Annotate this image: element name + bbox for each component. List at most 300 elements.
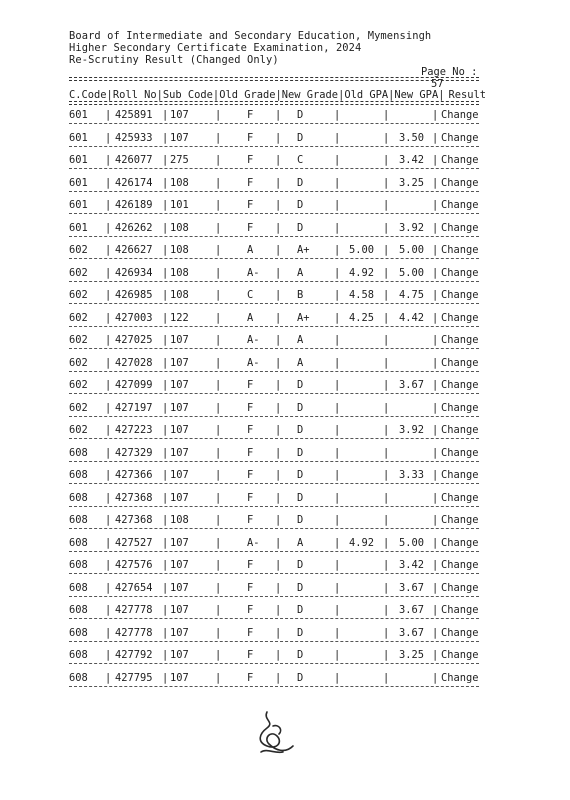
cell-sub-code: 108 [170,514,189,526]
column-separator: | [215,469,222,481]
column-separator: | [215,109,222,121]
cell-roll-no: 427576 [115,559,153,571]
column-separator: | [162,671,169,684]
column-separator: | [383,401,390,414]
column-separator: | [432,469,439,481]
cell-new-grade: D [297,491,304,504]
signature-icon [253,708,303,758]
page-number-value: 57 [431,78,444,90]
column-separator: | [212,89,220,101]
column-separator: | [162,604,169,616]
cell-result: Change [441,356,479,369]
cell-c-code: 608 [69,581,88,594]
cell-new-gpa: 3.67 [399,379,425,391]
cell-new-grade: D [297,221,304,234]
cell-new-gpa: 3.50 [399,131,425,144]
column-separator: | [334,266,341,279]
cell-c-code: 602 [69,289,88,301]
column-separator: | [383,356,390,369]
cell-c-code: 602 [69,266,88,279]
column-separator: | [162,109,169,121]
cell-new-gpa: 3.92 [399,424,425,436]
row-divider [69,416,479,417]
cell-sub-code: 107 [170,379,189,391]
cell-new-grade: D [297,581,304,594]
column-separator: | [275,581,282,594]
cell-roll-no: 427223 [115,424,153,436]
column-separator: | [334,176,341,189]
row-divider [69,596,479,597]
column-separator: | [334,559,341,571]
column-separator: | [334,311,341,324]
column-separator: | [383,154,390,166]
column-separator: | [383,334,390,346]
cell-c-code: 601 [69,131,88,144]
column-separator: | [105,469,112,481]
column-separator: | [383,131,390,144]
row-divider [69,146,479,147]
row-divider [69,573,479,574]
column-separator: | [275,266,282,279]
cell-roll-no: 427368 [115,514,153,526]
cell-c-code: 608 [69,469,88,481]
column-separator: | [215,244,222,256]
column-separator: | [105,221,112,234]
cell-c-code: 608 [69,559,88,571]
column-header-sub-code: Sub Code [162,89,213,101]
cell-roll-no: 427366 [115,469,153,481]
cell-new-grade: D [297,401,304,414]
column-separator: | [215,581,222,594]
cell-result: Change [441,221,479,234]
column-separator: | [105,491,112,504]
cell-result: Change [441,199,479,211]
cell-old-grade: F [247,109,254,121]
column-header-roll-no: Roll No [112,89,157,101]
column-separator: | [162,401,169,414]
column-separator: | [105,311,112,324]
cell-sub-code: 107 [170,469,189,481]
cell-old-grade: F [247,221,254,234]
column-separator: | [275,176,282,189]
column-separator: | [383,446,390,459]
cell-new-grade: A [297,266,304,279]
cell-new-gpa: 3.92 [399,221,425,234]
column-separator: | [215,671,222,684]
column-separator: | [156,89,163,101]
cell-result: Change [441,289,479,301]
cell-c-code: 602 [69,244,88,256]
cell-c-code: 608 [69,671,88,684]
cell-roll-no: 426262 [115,221,153,234]
column-separator: | [334,491,341,504]
column-separator: | [275,131,282,144]
cell-roll-no: 427025 [115,334,153,346]
column-separator: | [383,604,390,616]
column-separator: | [215,154,222,166]
cell-new-grade: D [297,671,304,684]
cell-old-grade: F [247,559,254,571]
cell-new-gpa: 4.75 [399,289,425,301]
column-separator: | [215,311,222,324]
column-separator: | [105,131,112,144]
row-divider [69,393,479,394]
row-divider [69,213,479,214]
cell-new-gpa: 3.33 [399,469,425,481]
column-separator: | [383,424,390,436]
column-separator: | [383,266,390,279]
cell-old-gpa: 4.92 [349,266,375,279]
row-divider [69,258,479,259]
column-separator: | [334,626,341,639]
column-header-old-grade: Old Grade [219,89,276,101]
column-separator: | [338,89,345,101]
cell-old-grade: F [247,626,254,639]
column-separator: | [162,514,169,526]
cell-old-grade: A- [247,266,260,279]
column-separator: | [215,221,222,234]
cell-c-code: 602 [69,356,88,369]
cell-sub-code: 107 [170,604,189,616]
cell-result: Change [441,154,479,166]
column-separator: | [383,491,390,504]
cell-new-grade: D [297,649,304,661]
cell-c-code: 608 [69,514,88,526]
header-bottom-rule [69,101,479,102]
column-separator: | [275,244,282,256]
cell-roll-no: 427368 [115,491,153,504]
row-divider [69,483,479,484]
column-separator: | [334,356,341,369]
column-separator: | [275,334,282,346]
cell-sub-code: 108 [170,221,189,234]
column-separator: | [275,514,282,526]
cell-sub-code: 107 [170,671,189,684]
cell-sub-code: 107 [170,109,189,121]
cell-sub-code: 101 [170,199,189,211]
column-separator: | [105,559,112,571]
column-separator: | [334,671,341,684]
column-separator: | [162,334,169,346]
row-divider [69,641,479,642]
row-divider [69,438,479,439]
row-divider [69,326,479,327]
cell-new-grade: D [297,424,304,436]
column-separator: | [383,536,390,549]
cell-roll-no: 427778 [115,626,153,639]
result-subtitle: Re-Scrutiny Result (Changed Only) [69,54,279,66]
column-separator: | [432,334,439,346]
cell-old-grade: F [247,424,254,436]
cell-result: Change [441,649,479,661]
column-separator: | [383,109,390,121]
column-separator: | [215,289,222,301]
column-separator: | [334,604,341,616]
cell-old-grade: F [247,199,254,211]
column-separator: | [432,266,439,279]
column-separator: | [162,379,169,391]
cell-roll-no: 426174 [115,176,153,189]
cell-new-gpa: 3.42 [399,154,425,166]
column-separator: | [105,401,112,414]
cell-c-code: 601 [69,109,88,121]
row-divider [69,663,479,664]
column-separator: | [105,199,112,211]
cell-new-grade: D [297,559,304,571]
cell-new-grade: D [297,109,304,121]
column-separator: | [105,424,112,436]
cell-roll-no: 426189 [115,199,153,211]
row-divider [69,461,479,462]
column-separator: | [334,514,341,526]
cell-c-code: 601 [69,176,88,189]
column-separator: | [215,401,222,414]
column-separator: | [162,424,169,436]
cell-sub-code: 107 [170,649,189,661]
column-separator: | [432,379,439,391]
cell-new-grade: D [297,131,304,144]
cell-new-gpa: 3.67 [399,604,425,616]
column-separator: | [275,491,282,504]
column-separator: | [215,266,222,279]
column-separator: | [215,424,222,436]
cell-result: Change [441,491,479,504]
cell-roll-no: 427792 [115,649,153,661]
column-separator: | [383,581,390,594]
column-separator: | [275,536,282,549]
column-separator: | [105,176,112,189]
cell-sub-code: 107 [170,559,189,571]
row-divider [69,191,479,192]
cell-result: Change [441,626,479,639]
column-header-new-gpa: New GPA [394,89,439,101]
column-separator: | [275,559,282,571]
column-separator: | [105,626,112,639]
column-separator: | [162,221,169,234]
column-separator: | [383,559,390,571]
cell-old-grade: F [247,379,254,391]
cell-old-gpa: 5.00 [349,244,375,256]
column-separator: | [275,379,282,391]
page-number-label: Page No : [421,66,478,78]
cell-sub-code: 107 [170,581,189,594]
cell-sub-code: 122 [170,311,189,324]
column-separator: | [275,89,282,101]
cell-result: Change [441,536,479,549]
column-separator: | [383,311,390,324]
row-divider [69,281,479,282]
column-separator: | [215,199,222,211]
column-separator: | [162,626,169,639]
column-separator: | [275,671,282,684]
column-separator: | [215,176,222,189]
column-separator: | [162,244,169,256]
column-separator: | [438,89,445,101]
cell-old-grade: A [247,244,254,256]
cell-roll-no: 427003 [115,311,153,324]
column-separator: | [162,536,169,549]
column-separator: | [432,131,439,144]
column-separator: | [334,334,341,346]
column-separator: | [275,469,282,481]
column-separator: | [432,604,439,616]
cell-old-grade: F [247,131,254,144]
cell-c-code: 602 [69,311,88,324]
cell-new-grade: B [297,289,304,301]
cell-roll-no: 426627 [115,244,153,256]
column-separator: | [162,131,169,144]
cell-sub-code: 107 [170,401,189,414]
row-divider [69,371,479,372]
column-separator: | [105,379,112,391]
cell-old-grade: F [247,649,254,661]
column-separator: | [162,266,169,279]
cell-c-code: 601 [69,154,88,166]
column-header-new-grade: New Grade [281,89,339,101]
cell-sub-code: 107 [170,334,189,346]
column-separator: | [105,289,112,301]
cell-result: Change [441,334,479,346]
cell-new-gpa: 3.67 [399,626,425,639]
exam-title: Higher Secondary Certificate Examination, 2024 [69,42,362,54]
column-header-c-code: C.Code [69,89,107,101]
column-separator: | [215,446,222,459]
column-separator: | [162,491,169,504]
column-separator: | [105,109,112,121]
column-separator: | [105,514,112,526]
cell-roll-no: 427654 [115,581,153,594]
column-separator: | [432,671,439,684]
column-separator: | [215,131,222,144]
cell-roll-no: 427099 [115,379,153,391]
board-title: Board of Intermediate and Secondary Education, Mymensingh [69,30,432,42]
column-separator: | [432,401,439,414]
cell-old-grade: F [247,469,254,481]
column-separator: | [334,289,341,301]
cell-result: Change [441,424,479,436]
cell-result: Change [441,244,479,256]
row-divider [69,528,479,529]
cell-c-code: 608 [69,626,88,639]
cell-old-grade: F [247,401,254,414]
cell-result: Change [441,379,479,391]
cell-c-code: 602 [69,334,88,346]
cell-c-code: 608 [69,491,88,504]
column-separator: | [432,626,439,639]
column-separator: | [334,401,341,414]
column-separator: | [383,176,390,189]
column-separator: | [215,334,222,346]
cell-old-grade: F [247,604,254,616]
column-separator: | [383,289,390,301]
cell-roll-no: 426934 [115,266,153,279]
column-separator: | [275,626,282,639]
table-column-header [69,89,486,101]
cell-result: Change [441,131,479,144]
cell-result: Change [441,581,479,594]
cell-new-grade: D [297,514,304,526]
column-separator: | [162,649,169,661]
cell-old-grade: F [247,581,254,594]
column-separator: | [162,446,169,459]
cell-new-grade: D [297,176,304,189]
cell-c-code: 608 [69,649,88,661]
cell-sub-code: 108 [170,266,189,279]
cell-new-gpa: 5.00 [399,536,425,549]
column-separator: | [432,221,439,234]
cell-new-grade: A+ [297,311,310,324]
cell-result: Change [441,176,479,189]
column-separator: | [275,154,282,166]
column-separator: | [105,446,112,459]
cell-new-grade: A [297,334,304,346]
column-separator: | [383,244,390,256]
column-separator: | [432,244,439,256]
column-separator: | [275,401,282,414]
cell-c-code: 602 [69,401,88,414]
column-separator: | [334,536,341,549]
column-separator: | [105,536,112,549]
cell-roll-no: 427527 [115,536,153,549]
cell-roll-no: 427028 [115,356,153,369]
column-separator: | [432,649,439,661]
column-separator: | [105,266,112,279]
column-separator: | [105,334,112,346]
cell-sub-code: 108 [170,176,189,189]
cell-roll-no: 427197 [115,401,153,414]
column-separator: | [334,446,341,459]
cell-result: Change [441,559,479,571]
column-separator: | [215,379,222,391]
column-separator: | [162,176,169,189]
column-separator: | [432,491,439,504]
column-separator: | [334,199,341,211]
cell-roll-no: 426077 [115,154,153,166]
cell-result: Change [441,671,479,684]
column-separator: | [162,469,169,481]
column-separator: | [275,221,282,234]
column-separator: | [105,649,112,661]
row-divider [69,618,479,619]
cell-sub-code: 108 [170,244,189,256]
column-separator: | [432,424,439,436]
column-separator: | [334,469,341,481]
cell-old-grade: F [247,514,254,526]
cell-old-grade: F [247,446,254,459]
cell-c-code: 608 [69,604,88,616]
column-separator: | [105,671,112,684]
column-separator: | [334,379,341,391]
column-separator: | [215,604,222,616]
column-separator: | [383,199,390,211]
cell-result: Change [441,469,479,481]
column-separator: | [215,514,222,526]
column-separator: | [432,109,439,121]
cell-c-code: 608 [69,446,88,459]
cell-new-gpa: 3.25 [399,176,425,189]
column-separator: | [162,559,169,571]
column-separator: | [432,311,439,324]
cell-sub-code: 107 [170,131,189,144]
cell-c-code: 601 [69,221,88,234]
column-separator: | [383,514,390,526]
cell-new-grade: D [297,626,304,639]
column-separator: | [215,536,222,549]
cell-old-grade: A [247,311,254,324]
cell-old-grade: A- [247,536,260,549]
column-separator: | [383,649,390,661]
cell-roll-no: 427778 [115,604,153,616]
